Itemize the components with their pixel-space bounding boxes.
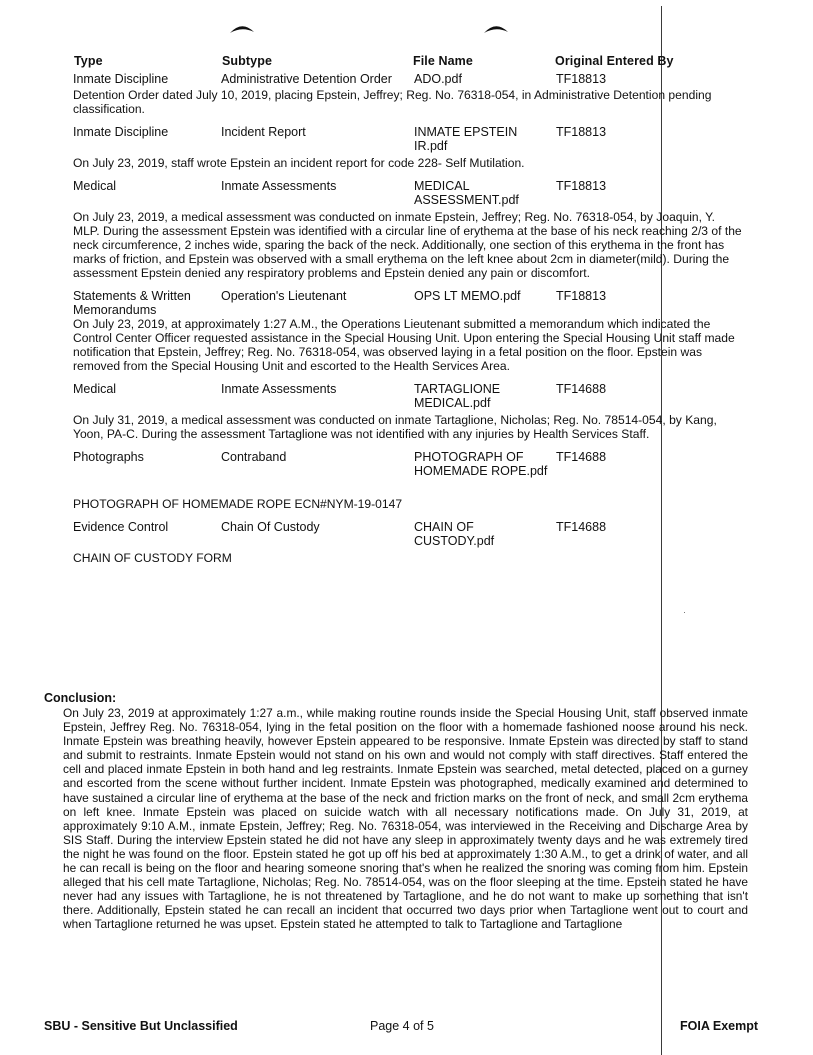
footer-classification: SBU - Sensitive But Unclassified	[44, 1019, 238, 1033]
column-header-type: Type	[74, 54, 103, 68]
record-entry	[73, 520, 745, 565]
scan-speck	[684, 612, 685, 613]
record-description: Detention Order dated July 10, 2019, placing Epstein, Jeffrey; Reg. No. 76318-054, in Administrative Detention pending classification.	[73, 88, 712, 116]
record-file-name: INMATE EPSTEIN IR.pdf	[414, 125, 518, 153]
record-description: On July 31, 2019, a medical assessment was conducted on inmate Tartaglione, Nicholas; Reg. No. 78514-054, by Kang, Yoon, PA-C. During the assessment Tartaglione was not identified with any injuries by Health Services Staff.	[73, 413, 717, 441]
record-entered-by: TF18813	[556, 289, 607, 303]
column-header-file-name: File Name	[413, 54, 473, 68]
record-type: Medical	[73, 382, 117, 396]
conclusion-heading: Conclusion:	[44, 691, 117, 705]
record-description: CHAIN OF CUSTODY FORM	[73, 551, 232, 565]
record-description: PHOTOGRAPH OF HOMEMADE ROPE ECN#NYM-19-0147	[73, 497, 403, 511]
record-entry	[73, 72, 745, 116]
record-subtype: Inmate Assessments	[221, 382, 337, 396]
record-entered-by: TF14688	[556, 520, 607, 534]
record-file-name: CHAIN OF CUSTODY.pdf	[414, 520, 495, 548]
record-entry	[73, 179, 745, 280]
record-type: Statements & Written Memorandums	[73, 289, 191, 317]
record-subtype: Chain Of Custody	[221, 520, 320, 534]
record-description: On July 23, 2019, at approximately 1:27 A.M., the Operations Lieutenant submitted a memorandum which indicated the Control Center Officer requested assistance in the Special Housing Unit. Upon entering the Special Housing Unit staff made notification that Epstein, Jeffrey; Reg. No. 76318-054, was observed laying in a fetal position on the floor. Epstein was removed from the Special Housing Unit and escorted to the Health Services Area.	[73, 317, 735, 373]
record-subtype: Operation's Lieutenant	[221, 289, 347, 303]
record-type: Evidence Control	[73, 520, 169, 534]
record-subtype: Contraband	[221, 450, 287, 464]
column-header-original-entered-by: Original Entered By	[555, 54, 674, 68]
record-file-name: OPS LT MEMO.pdf	[414, 289, 521, 303]
record-description: On July 23, 2019, staff wrote Epstein an incident report for code 228- Self Mutilation.	[73, 156, 525, 170]
footer-foia-exempt: FOIA Exempt	[680, 1019, 759, 1033]
record-file-name: ADO.pdf	[414, 72, 462, 86]
record-entered-by: TF18813	[556, 125, 607, 139]
scan-artifact-icon	[229, 22, 255, 34]
record-type: Inmate Discipline	[73, 125, 169, 139]
record-subtype: Incident Report	[221, 125, 306, 139]
footer-page-number: Page 4 of 5	[370, 1019, 434, 1033]
record-type: Photographs	[73, 450, 144, 464]
conclusion-text: On July 23, 2019 at approximately 1:27 a.m., while making routine rounds inside the Special Housing Unit, staff observed inmate Epstein, Jeffrey Reg. No. 76318-054, lying in the fetal position on the floor with a homemade fashioned noose around his neck. Inmate Epstein was breathing heavily, however Epstein appeared to be responsive. Inmate Epstein was directed by staff to stand and submit to restraints. Inmate Epstein would not stand on his own and would not comply with staff directives. Staff entered the cell and placed inmate Epstein in both hand and leg restraints. Inmate Epstein was searched, metal detected, placed on a gurney and escorted from the scene without further incident. Inmate Epstein was photographed, medically examined and determined to have sustained a circular line of erythema at the base of the neck and friction marks on the front of neck, and small 2cm erythema on left knee. Inmate Epstein was placed on suicide watch with all necessary notifications made. On July 31, 2019, at approximately 9:10 A.M., inmate Epstein, Jeffrey; Reg. No. 76318-054, was interviewed in the Receiving and Discharge Area by SIS Staff. During the interview Epstein stated he did not have any sleep in approximately twenty days and he was extremely tired the night he was found on the floor. Epstein stated he got up off his bed at approximately 1:30 A.M., to get a drink of water, and all he can recall is being on the floor and hearing someone snoring that's when he realized the snoring was coming from him. Epstein alleged that his cell mate Tartaglione, Nicholas; Reg. No. 78514-054, was on the floor sleeping at the time. Epstein stated he have never had any issues with Tartaglione, he is not threatened by Tartaglione, and he do not want to make up something that isn't there. Additionally, Epstein stated he can recall an incident that occurred two days prior when Tartaglione went out to court and when Tartaglione returned he was upset. Epstein stated he attempted to talk to Tartaglione and Tartaglione	[63, 706, 748, 932]
record-file-name: TARTAGLIONE MEDICAL.pdf	[414, 382, 501, 410]
record-entry	[73, 382, 745, 441]
record-type: Inmate Discipline	[73, 72, 169, 86]
record-type: Medical	[73, 179, 117, 193]
records-list	[73, 72, 745, 574]
scan-artifact-icon	[483, 22, 509, 34]
column-header-subtype: Subtype	[222, 54, 273, 68]
record-entered-by: TF14688	[556, 382, 607, 396]
record-file-name: PHOTOGRAPH OF HOMEMADE ROPE.pdf	[414, 450, 548, 478]
record-entered-by: TF18813	[556, 179, 607, 193]
record-entry	[73, 289, 745, 373]
record-entry	[73, 125, 745, 170]
record-subtype: Administrative Detention Order	[221, 72, 392, 86]
record-entered-by: TF14688	[556, 450, 607, 464]
record-entry	[73, 450, 745, 511]
record-subtype: Inmate Assessments	[221, 179, 337, 193]
record-entered-by: TF18813	[556, 72, 607, 86]
record-file-name: MEDICAL ASSESSMENT.pdf	[414, 179, 519, 207]
record-description: On July 23, 2019, a medical assessment was conducted on inmate Epstein, Jeffrey; Reg. No. 76318-054, by Joaquin, Y. MLP. During the assessment Epstein was identified with a circular line of erythema at the base of his neck reaching 2/3 of the neck circumference, 2 inches wide, sparing the back of the neck. Additionally, one section of this erythema in the front has marks of friction, and Epstein was observed with a small erythema on the left knee about 2cm in diameter(mild). During the assessment Epstein denied any respiratory problems and Epstein denied any pain or discomfort.	[73, 210, 742, 280]
